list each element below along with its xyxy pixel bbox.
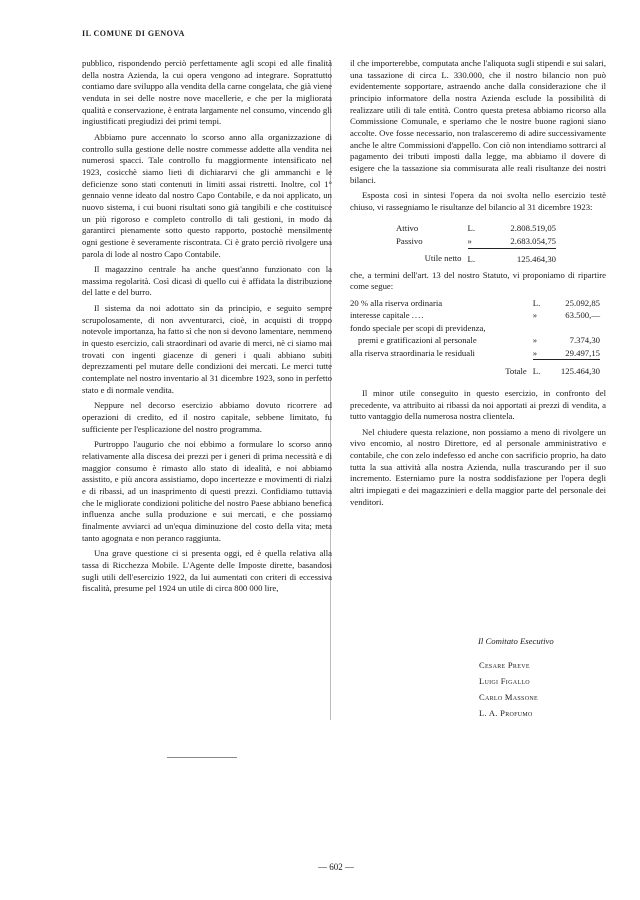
- row-label: fondo speciale per scopi di previdenza,: [350, 322, 486, 333]
- passivo-value: 2.683.054,75: [510, 235, 556, 246]
- row-value: 25.092,85: [565, 297, 600, 308]
- left-column: [82, 58, 332, 595]
- row-currency: »: [532, 335, 538, 346]
- attivo-label: Attivo: [396, 222, 419, 233]
- paragraph: Il sistema da noi adottato sin da principio, e seguito sempre scrupolosamente, di non avventurarci, cioè, in acquisti di troppo notevole importanza, ha fatto sì che non si devono lamentare, nemmeno in questo esercizio, cali straordinari od avarie di merci, nè ci siamo mai trovati con ingenti giacenze di generi i quali abbiano subiti deprezzamenti pel mutare delle condizioni dei mercati. Le merci tutte contemplate nel nostro inventario al 31 dicembre 1923, sono in perfetto stato e di normale vendita.: [82, 303, 332, 395]
- utile-value: 125.464,30: [480, 248, 556, 266]
- paragraph: Il magazzino centrale ha anche quest'anno funzionato con la massima regolarità. Così dicasi di quello cui è affidata la distribuzione del latte e del burro.: [82, 264, 332, 298]
- attivo-value: 2.808.519,05: [510, 222, 556, 233]
- paragraph: Abbiamo pure accennato lo scorso anno alla organizzazione di controllo sulla gestione delle nostre commesse addette alla vendita nei numerosi spacci. Tale controllo fu maggiormente intensificato nel 1923, cosicchè siamo lieti di dichiararvi che gli ammanchi e le deficienze sono stati contenuti in limiti assai ristretti. Inoltre, col 1° gennaio venne ideato dal nostro Capo Contabile, e da noi applicato, un nuovo sistema, i cui buoni risultati sono già tangibili e che costituisce un più rigoroso e completo controllo di tali gestioni, in modo da garantirci pienamente sotto questo rapporto, postochè mensilmente ogni gestione è severamente riscontrata. Ci è grato perciò rivolgere una parola di lode al nostro Capo Contabile.: [82, 131, 332, 259]
- paragraph: Neppure nel decorso esercizio abbiamo dovuto ricorrere ad operazioni di credito, ed il nostro capitale, sebbene limitato, fu sufficiente per l'esplicazione del nostro programma.: [82, 400, 332, 434]
- page-number: — 602 —: [318, 862, 354, 872]
- row-value: 29.497,15: [565, 347, 600, 358]
- signatory: Luigi Figallo: [479, 676, 530, 686]
- row-currency: »: [532, 310, 538, 321]
- balance-table: [396, 222, 556, 266]
- section-divider: [167, 757, 237, 758]
- row-label: interesse capitale ....: [350, 310, 425, 321]
- total-label: Totale: [505, 366, 527, 377]
- paragraph: che, a termini dell'art. 13 del nostro Statuto, vi proponiamo di ripartire come segue:: [350, 269, 606, 292]
- currency: »: [467, 235, 472, 246]
- paragraph: pubblico, rispondendo perciò perfettamente agli scopi ed alle finalità della nostra Azienda, la cui opera vengono ad integrare. Soprattutto contiamo dare sviluppo alla vendita della carne congelata, che già viene venduta in sei delle nostre nove macellerie, e che per la migliorata qualità e conservazione, è entrata largamente nel consumo, vincendo gli ingiustificati pregiudizi dei primi tempi.: [82, 58, 332, 127]
- table-row: [396, 222, 556, 235]
- utile-label: Utile netto: [424, 253, 462, 264]
- total-value: 125.464,30: [544, 360, 600, 378]
- table-row: [350, 309, 600, 322]
- row-label: 20 % alla riserva ordinaria: [350, 297, 443, 308]
- table-row: [350, 322, 600, 335]
- table-row: [350, 297, 600, 310]
- running-title: IL COMUNE DI GENOVA: [82, 29, 185, 38]
- signatory: Cesare Preve: [479, 660, 530, 670]
- table-row: [396, 235, 556, 249]
- paragraph: il che importerebbe, computata anche l'aliquota sugli stipendi e sui salari, una tassazione di circa L. 330.000, che il nostro bilancio non può evidentemente sopportare, astraendo anche dalla considerazione che il principio informatore della nostra Azienda esclude la possibilità di realizzare utili di tale entità. Contro questa pretesa abbiamo ricorso alla Commissione Comunale, e speriamo che le nostre buone ragioni siano accolte. Ove fosse necessario, non tralasceremo di adire successivamente anche le altre Commissioni d'appello. Con ciò non intendiamo sottrarci al pagamento dei tributi imposti dalla legge, ma abbiamo il dovere di esigere che la tassazione sia commisurata alle reali risultanze dei nostri bilanci.: [350, 58, 606, 185]
- passivo-label: Passivo: [396, 235, 423, 246]
- distribution-table: [350, 297, 600, 378]
- paragraph: Una grave questione ci si presenta oggi, ed è quella relativa alla tassa di Ricchezza Mobile. L'Agente delle Imposte dirette, basandosi sugli utili dell'esercizio 1922, da lui aumentati con criteri di eccessiva fiscalità, presume pel 1924 un utile di circa 800 000 lire,: [82, 548, 332, 594]
- signatory: L. A. Profumo: [479, 708, 533, 718]
- table-row: [350, 360, 600, 378]
- total-currency: L.: [533, 360, 544, 378]
- paragraph: Nel chiudere questa relazione, non possiamo a meno di rivolgere un vivo encomio, al nostro Direttore, ed al personale amministrativo e contabile, che con zelo indefesso ed anche con sacrificio proprio, ha dato tutta la sua attività alla nostra Azienda, nulla trascurando per il suo incremento. Esterniamo pure la nostra soddisfazione per l'opera degli altri impiegati e dei magazzinieri e della maggior parte del personale dei venditori.: [350, 426, 606, 507]
- row-label: premi e gratificazioni al personale: [358, 335, 477, 346]
- row-value: 63.500,—: [565, 310, 600, 321]
- row-label: alla riserva straordinaria le residuali: [350, 348, 475, 359]
- table-row: [350, 347, 600, 360]
- currency: L.: [467, 222, 475, 233]
- paragraph: Esposta così in sintesi l'opera da noi svolta nello esercizio testè chiuso, vi rassegniamo le risultanze del bilancio al 31 dicembre 1923:: [350, 190, 606, 212]
- right-column: [350, 58, 606, 508]
- table-row: [396, 248, 556, 266]
- signatory: Carlo Massone: [479, 692, 538, 702]
- row-currency: »: [532, 347, 538, 358]
- committee-heading: Il Comitato Esecutivo: [478, 636, 554, 646]
- row-value: 7.374,30: [569, 335, 600, 346]
- row-currency: L.: [532, 297, 541, 308]
- currency: L.: [468, 248, 480, 266]
- table-row: [350, 334, 600, 347]
- paragraph: Purtroppo l'augurio che noi ebbimo a formulare lo scorso anno relativamente alla discesa dei prezzi per i generi di prima necessità e di maggior consumo è rimasto allo stato di idealità, e noi abbiamo assistito, e più ancora assistiamo, dopo incertezze e movimenti di rialzi e di ribassi, ad un inasprimento di questi prezzi. Confidiamo tuttavia che le migliorate condizioni politiche del nostro Paese abbiano benefica influenza anche sulla produzione e sui mercati, e che possiamo finalmente avviarci ad un'equa diminuzione del costo della vita; meta tanto agognata e non peranco raggiunta.: [82, 439, 332, 543]
- paragraph: Il minor utile conseguito in questo esercizio, in confronto del precedente, va attribuito ai ribassi da noi apportati ai prezzi di vendita, a tutto vantaggio della numerosa nostra clientela.: [350, 387, 606, 422]
